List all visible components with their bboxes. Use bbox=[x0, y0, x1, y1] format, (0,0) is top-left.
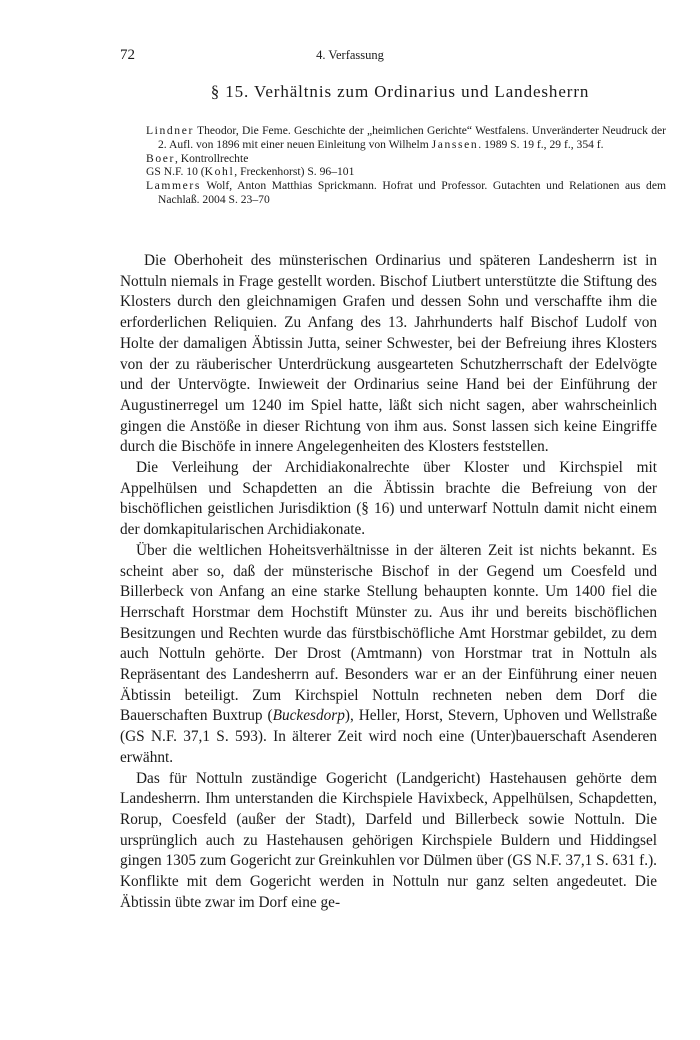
page-number: 72 bbox=[120, 47, 135, 63]
bibliography bbox=[146, 124, 666, 207]
paragraph bbox=[120, 458, 657, 541]
bib-text: Wolf, Anton Matthias Sprickmann. Hofrat und Professor. Gutachten und Relationen aus dem Nachlaß. 2004 S. 23–70 bbox=[158, 179, 666, 206]
paragraph-text: Das für Nottuln zuständige Gogericht (Landgericht) Hastehausen gehörte dem Landesherrn. Ihm unterstanden die Kirchspiele Havixbeck, Appelhülsen, Schapdetten, Rorup, Coesfeld (außer der Stadt), Darfeld und Billerbeck sowie Nottuln. Die ursprünglich auch zu Hastehausen gehörigen Kirchspiele Buldern und Hiddingsel gingen 1305 zum Gogericht zur Greinkuhlen vor Dülmen über (GS N.F. 37,1 S. 631 f.). Konflikte mit dem Gogericht werden in Nottuln nur ganz selten angedeutet. Die Äbtissin übte zwar im Dorf eine ge- bbox=[120, 769, 657, 911]
bib-text: Theodor, Die Feme. Geschichte der „heimlichen Gerichte“ Westfalens. Unveränderter Neudruck der 2. Aufl. von 1896 mit einer neuen Einleitung von Wilhelm bbox=[158, 124, 666, 151]
bib-author: Lammers bbox=[146, 179, 201, 193]
bib-text: GS N.F. 10 ( bbox=[146, 165, 205, 179]
bibliography-entry bbox=[146, 124, 666, 152]
paragraph-text: ), Heller, Horst, Stevern, Uphoven und Wellstraße (GS N.F. 37,1 S. 593). In älterer Zeit wird noch eine (Unter)bauerschaft Asenderen erwähnt. bbox=[120, 707, 658, 766]
paragraph bbox=[120, 769, 657, 914]
bib-author: Boer bbox=[146, 151, 175, 165]
paragraph-italic: Buckesdorp bbox=[272, 707, 345, 725]
bib-text: , Freckenhorst) S. 96–101 bbox=[234, 165, 355, 179]
bib-text: , Kontrollrechte bbox=[174, 151, 249, 165]
bib-author: Kohl bbox=[204, 165, 235, 179]
paragraph-text: Die Oberhoheit des münsterischen Ordinarius und späteren Landesherrn ist in Nottuln niemals in Frage gestellt worden. Bischof Liutbert unterstützte die Stiftung des Klosters durch den gleichnamigen Grafen und dessen Sohn und verschaffte ihm die erforderlichen Reliquien. Zu Anfang des 13. Jahrhunderts half Bischof Ludolf von Holte der damaligen Äbtissin Jutta, seiner Schwester, bei der Befreiung ihres Klosters von der zu räuberischer Unterdrückung ausgearteten Schutzherrschaft der Edelvögte und der Untervögte. Inwieweit der Ordinarius seine Hand bei der Einführung der Augustinerregel um 1240 im Spiel hatte, läßt sich nicht sagen, aber wahrscheinlich gingen die Anstöße in dieser Richtung von ihm aus. Sonst lassen sich keine Eingriffe durch die Bischöfe in innere Angelegenheiten des Klosters feststellen. bbox=[120, 252, 657, 456]
paragraph-text: Über die weltlichen Hoheitsverhältnisse in der älteren Zeit ist nichts bekannt. Es scheint aber so, daß der münsterische Bischof in der Gegend um Coesfeld und Billerbeck von Anfang an eine starke Stellung behaupten konnte. Um 1400 fiel die Herrschaft Horstmar dem Hochstift Münster zu. Aus ihr und bereits bischöflichen Besitzungen und Rechten wurde das fürstbischöfliche Amt Horstmar gebildet, zu dem auch Nottuln gehörte. Der Drost (Amtmann) von Horstmar trat in Nottuln als Repräsentant des Landesherrn auf. Besonders war er an der Einführung einer neuen Äbtissin beteiligt. Zum Kirchspiel Nottuln rechneten neben dem Dorf die Bauerschaften Buxtrup ( bbox=[120, 541, 657, 725]
paragraph-text: Die Verleihung der Archidiakonalrechte über Kloster und Kirchspiel mit Appelhülsen und Schapdetten an die Äbtissin brachte die Befreiung von der bischöflichen geistlichen Jurisdiktion (§ 16) und unterwarf Nottuln damit nicht einem der domkapitularischen Archidiakonate. bbox=[120, 459, 657, 539]
bibliography-entry bbox=[146, 165, 666, 179]
bib-author: Lindner bbox=[146, 124, 194, 137]
bib-text: . 1989 S. 19 f., 29 f., 354 f. bbox=[478, 137, 604, 151]
body-text bbox=[120, 251, 657, 914]
running-head: 4. Verfassung bbox=[316, 48, 384, 62]
bibliography-entry bbox=[146, 152, 666, 166]
section-title: § 15. Verhältnis zum Ordinarius und Landesherrn bbox=[210, 82, 590, 101]
paragraph bbox=[120, 251, 657, 458]
paragraph bbox=[120, 541, 657, 769]
bib-author: Janssen bbox=[431, 137, 479, 151]
bibliography-entry bbox=[146, 179, 666, 207]
